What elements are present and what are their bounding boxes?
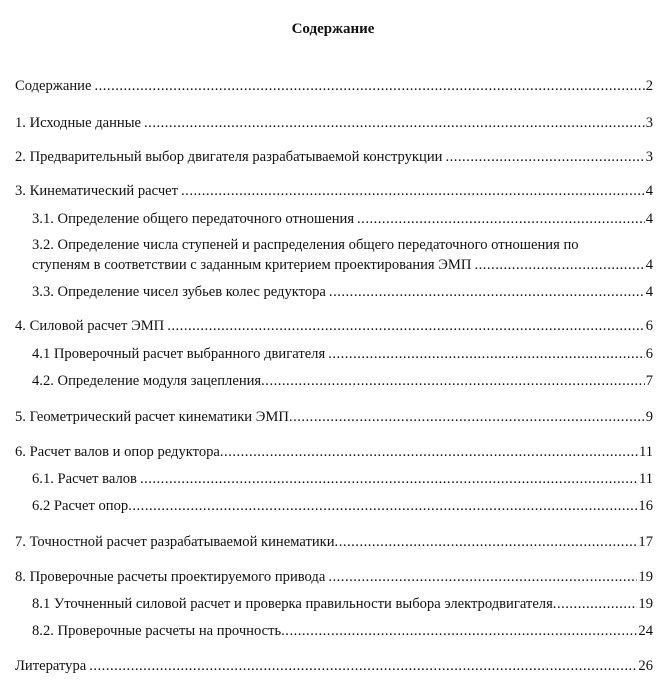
toc-entry-section-8-2[interactable] [32, 622, 653, 642]
toc-entry-label-line-2: ступеням в соответствии с заданным критерием проектирования ЭМП [32, 256, 472, 273]
toc-page-number: 4 [645, 256, 653, 273]
toc-page-number: 2 [645, 78, 653, 94]
dot-leader [289, 408, 645, 428]
toc-page-number: 26 [638, 658, 653, 674]
toc-entry-section-7[interactable] [15, 533, 653, 553]
toc-entry-section-1[interactable] [15, 114, 653, 134]
toc-entry-section-6-2[interactable] [32, 497, 653, 517]
dot-leader [445, 148, 644, 168]
toc-page-number: 11 [638, 444, 653, 460]
toc-entry-label: 6. Расчет валов и опор редуктора [15, 444, 220, 460]
toc-page-number: 11 [638, 471, 653, 487]
dot-leader [140, 470, 638, 490]
toc-entry-label: 4. Силовой расчет ЭМП [15, 318, 165, 334]
dot-leader [94, 77, 644, 97]
toc-entry-section-2[interactable] [15, 148, 653, 168]
toc-entry-label: 4.1 Проверочный расчет выбранного двигателя [32, 346, 326, 362]
toc-entry-label: 8.1 Уточненный силовой расчет и проверка правильности выбора электродвигателя [32, 596, 553, 612]
dot-leader [167, 317, 644, 337]
dot-leader [281, 622, 637, 642]
toc-page-number: 19 [638, 569, 653, 585]
toc-entry-label: Литература [15, 658, 87, 674]
toc-entry-section-5[interactable] [15, 408, 653, 428]
toc-page-number: 4 [645, 284, 653, 300]
dot-leader [181, 182, 645, 202]
page-title: Содержание [291, 21, 375, 37]
dot-leader [328, 568, 637, 588]
toc-entry-label: 2. Предварительный выбор двигателя разрабатываемой конструкции [15, 149, 443, 165]
toc-page-number: 3 [645, 115, 653, 131]
dot-leader [357, 210, 645, 230]
toc-entry-section-4[interactable] [15, 317, 653, 337]
toc-entry-section-6[interactable] [15, 443, 653, 463]
dot-leader [89, 657, 637, 677]
toc-entry-label: 4.2. Определение модуля зацепления [32, 373, 262, 389]
toc-entry-label: 8. Проверочные расчеты проектируемого привода [15, 569, 326, 585]
dot-leader [261, 372, 645, 392]
toc-page-number: 4 [645, 211, 653, 227]
toc-entry-section-8-1[interactable] [32, 595, 653, 615]
dot-leader [474, 256, 644, 276]
toc-entry-section-3-1[interactable] [32, 210, 653, 230]
dot-leader [128, 497, 637, 517]
toc-page-number: 17 [638, 534, 653, 550]
toc-page-number: 6 [645, 318, 653, 334]
toc-entry-section-8[interactable] [15, 568, 653, 588]
toc-entry-contents[interactable] [15, 77, 653, 97]
toc-page-number: 24 [638, 623, 653, 639]
dot-leader [335, 533, 638, 553]
toc-page-number: 3 [645, 149, 653, 165]
toc-entry-section-4-1[interactable] [32, 345, 653, 365]
toc-entry-literature[interactable] [15, 657, 653, 677]
toc-entry-label: 1. Исходные данные [15, 115, 142, 131]
dot-leader [144, 114, 645, 134]
toc-entry-label: 3.1. Определение общего передаточного отношения [32, 211, 355, 227]
toc-page-number: 4 [645, 183, 653, 199]
toc-entry-section-3-2[interactable] [32, 236, 653, 275]
toc-page-number: 7 [645, 373, 653, 389]
toc-entry-section-4-2[interactable] [32, 372, 653, 392]
dot-leader [553, 595, 638, 615]
toc-page-number: 19 [638, 596, 653, 612]
toc-entry-section-3-3[interactable] [32, 283, 653, 303]
dot-leader [328, 345, 645, 365]
toc-entry-label: 3. Кинематический расчет [15, 183, 179, 199]
toc-entry-label: 6.2 Расчет опор [32, 498, 129, 514]
toc-entry-label: 8.2. Проверочные расчеты на прочность [32, 623, 282, 639]
toc-entry-label: 3.3. Определение чисел зубьев колес редуктора [32, 284, 326, 300]
toc-page-number: 16 [638, 498, 653, 514]
dot-leader [220, 443, 638, 463]
toc-page-number: 9 [645, 409, 653, 425]
toc-entry-section-3[interactable] [15, 182, 653, 202]
dot-leader [329, 283, 645, 303]
toc-entry-label: 5. Геометрический расчет кинематики ЭМП [15, 409, 289, 425]
toc-entry-label-line-1: 3.2. Определение числа ступеней и распределения общего передаточного отношения по [32, 237, 579, 253]
toc-entry-label: Содержание [15, 78, 92, 94]
toc-entry-label: 6.1. Расчет валов [32, 471, 137, 487]
toc-entry-section-6-1[interactable] [32, 470, 653, 490]
toc-page-number: 6 [645, 346, 653, 362]
toc-entry-label: 7. Точностной расчет разрабатываемой кинематики [15, 534, 335, 550]
